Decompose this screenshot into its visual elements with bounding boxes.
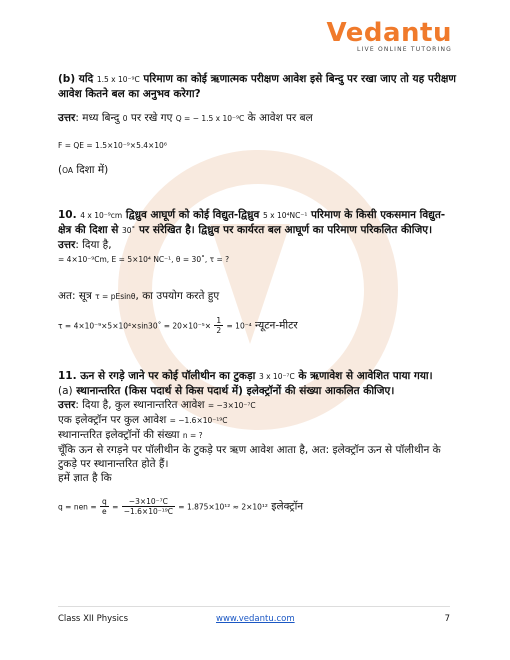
logo-wordmark: Vedantu [326,18,452,48]
torque-calculation: τ = 4×10⁻⁹×5×10⁴×sin30˚ = 20×10⁻⁵× $\frac{1}{2}$ = 10⁻⁴ न्यूटन-मीटर [58,316,298,335]
question-10: 10. 4 x 10⁻⁹cm द्विध्रुव आघूर्ण को कोई विद्युत-द्विध्रुव 5 x 10⁴NC⁻¹ परिमाण के किसी एकसमान विद्युत-क्षेत्र की दिशा से 30˚ पर संरेखित है। द्विध्रुव पर कार्यरत बल आघूर्ण का परिमाण परिकलित कीजिए। [58,209,446,236]
answer-b: उत्तर: मध्य बिन्दु 0 पर रखे गए Q = − 1.5 x 10⁻⁹C के आवेश पर बल [58,112,313,124]
footer-divider [58,606,450,607]
answer-11-line-5: हमें ज्ञात है कि [58,472,112,484]
force-equation: F = QE = 1.5×10⁻⁹×5.4×10⁶ [58,141,167,150]
logo-tagline: LIVE ONLINE TUTORING [357,46,452,53]
answer-10-given: उत्तर: दिया है, [58,239,112,251]
electron-count-equation: q = nen = $\frac{q}{e}$ = $\frac{\text{−3×10⁻⁷C}}{\text{−1.6×10⁻¹⁹C}}$ = 1.875×10¹² ≈ 2×10¹² इलेक्ट्रॉन [58,497,304,516]
answer-11-line-2: एक इलेक्ट्रॉन पर कुल आवेश = −1.6×10⁻¹⁹C [58,414,228,426]
fraction-q-over-e: $\frac{q}{e}$ [101,497,107,516]
fraction-half: $\frac{1}{2}$ [216,316,222,335]
answer-11-line-1: उत्तर: दिया है, कुल स्थानान्तरित आवेश = −3×10⁻⁷C [58,399,256,411]
page-content [58,72,458,516]
question-11-part-a: (a) स्थानान्तरित (किस पदार्थ से किस पदार्थ में) इलेक्ट्रॉनों की संख्या आकलित कीजिए। [58,385,395,397]
direction-note: (OA दिशा में) [58,164,109,176]
question-11: 11. ऊन से रगड़े जाने पर कोई पॉलीथीन का टुकड़ा 3 x 10⁻⁷C के ऋणावेश से आवेशित पाया गया। [58,370,433,382]
question-b: (b) यदि 1.5 x 10⁻⁹C परिमाण का कोई ऋणात्मक परीक्षण आवेश इसे बिन्दु पर रखा जाए तो यह परीक्षण आवेश कितने बल का अनुभव करेगा? [58,73,456,100]
page-number: 7 [444,614,450,624]
answer-10-given-values: = 4×10⁻⁹Cm, E = 5×10⁴ NC⁻¹, θ = 30˚, τ = ? [58,255,230,264]
footer-website-link[interactable]: www.vedantu.com [216,614,295,624]
fraction-charge-ratio: $\frac{\text{−3×10⁻⁷C}}{\text{−1.6×10⁻¹⁹C}}$ [123,497,173,516]
answer-11-line-4: चूँकि ऊन से रगड़ने पर पॉलीथीन के टुकड़े पर ऋण आवेश आता है, अत: इलेक्ट्रॉन ऊन से पॉलीथीन के टुकड़े पर स्थानान्तरित होते हैं। [58,444,441,470]
footer-class: Class XII Physics [58,614,129,624]
vedantu-logo [327,20,452,53]
answer-11-line-3: स्थानान्तरित इलेक्ट्रॉनों की संख्या n = ? [58,429,203,441]
formula-line: अत: सूत्र τ = pEsinθ, का उपयोग करते हुए [58,290,220,302]
